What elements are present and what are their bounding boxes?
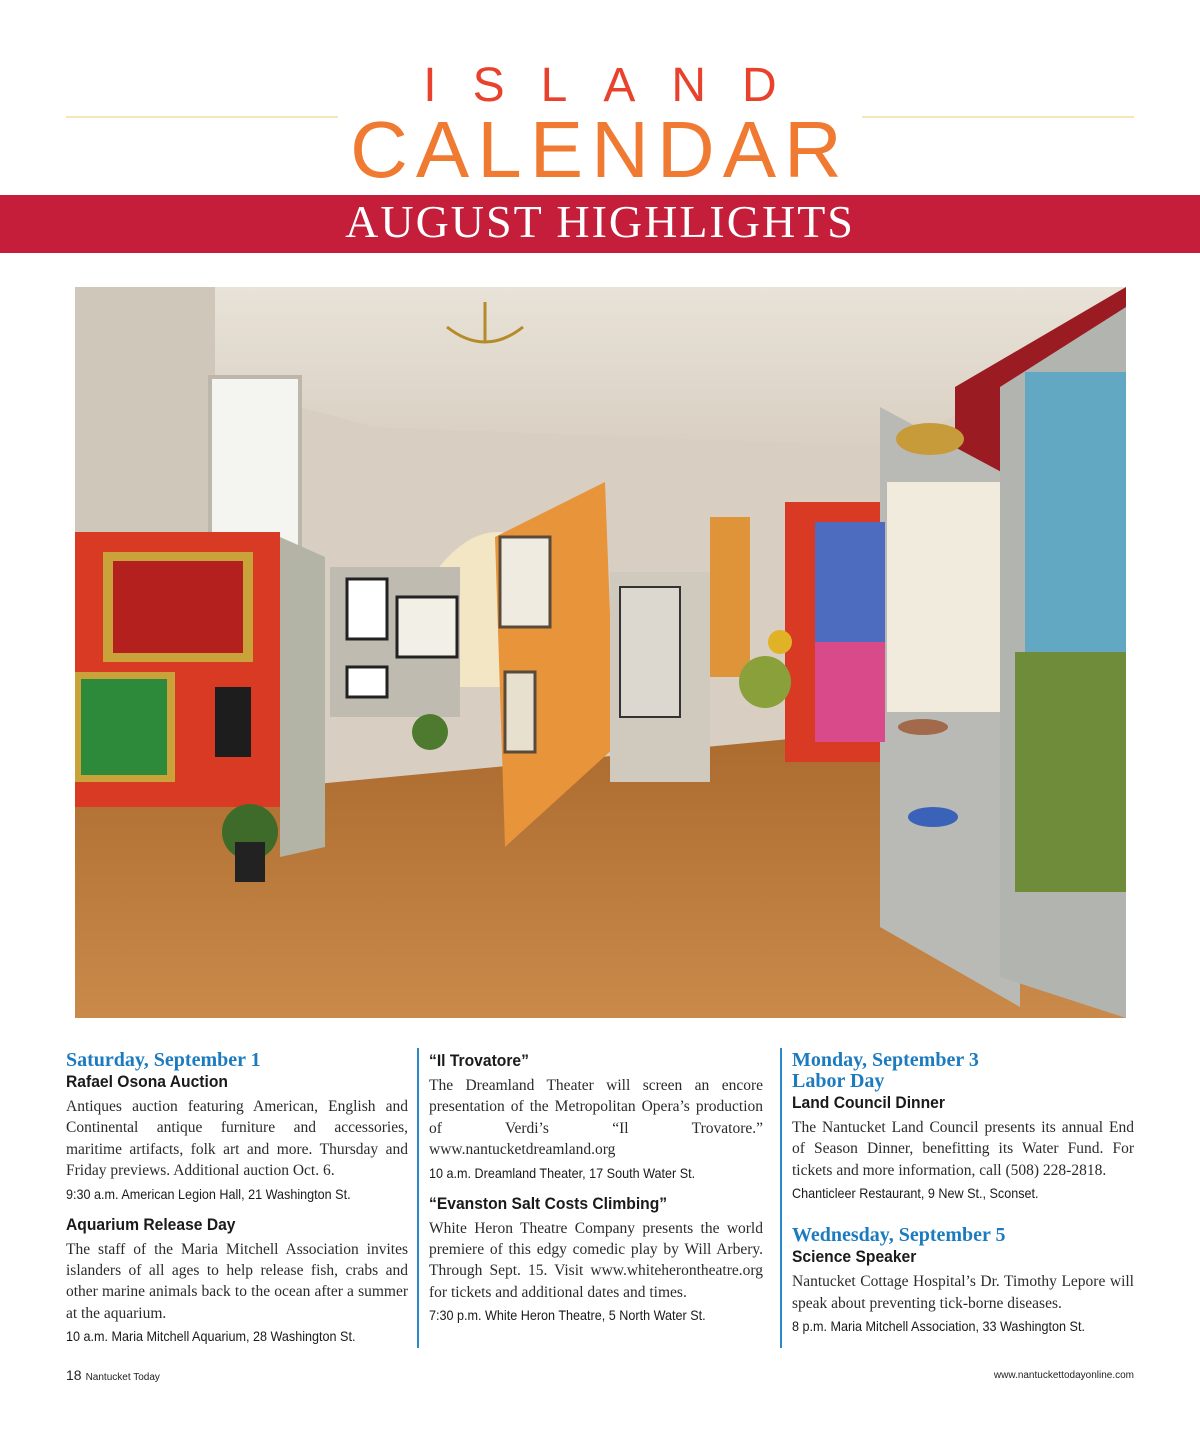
- event-time-location: 10 a.m. Dreamland Theater, 17 South Water St.: [429, 1164, 696, 1181]
- column-1: [66, 1050, 408, 1356]
- event-description: Nantucket Cottage Hospital’s Dr. Timothy Lepore will speak about preventing tick-borne diseases.: [792, 1273, 1134, 1312]
- column-divider-2: [780, 1048, 782, 1348]
- event-title: “Evanston Salt Costs Climbing”: [429, 1193, 668, 1213]
- event-date: Wednesday, September 5: [792, 1224, 1006, 1247]
- page-title: CALENDAR: [350, 105, 850, 194]
- kicker-island: ISLAND: [423, 59, 813, 112]
- gallery-photo: [75, 287, 1126, 1018]
- footer-page-info: [66, 1367, 160, 1383]
- publication-name: Nantucket Today: [85, 1372, 160, 1383]
- event-title: Land Council Dinner: [792, 1093, 945, 1112]
- event-date: Monday, September 3: [792, 1049, 979, 1071]
- event-time-location: 10 a.m. Maria Mitchell Aquarium, 28 Washington St.: [66, 1328, 356, 1345]
- column-3: [792, 1050, 1134, 1346]
- event-description: Antiques auction featuring American, English and Continental antique furniture and accessories, maritime artifacts, folk art and more. Thursday and Friday previews. Additional auction Oct. 6.: [66, 1098, 408, 1180]
- event-description: White Heron Theatre Company presents the world premiere of this edgy comedic play by Will Arbery. Through Sept. 15. Visit www.whiteherontheatre.org for tickets and additional dates and times.: [429, 1219, 763, 1301]
- event-time-location: 7:30 p.m. White Heron Theatre, 5 North Water St.: [429, 1307, 706, 1324]
- event-time-location: Chanticleer Restaurant, 9 New St., Sconset.: [792, 1185, 1039, 1202]
- event-holiday: Labor Day: [792, 1070, 885, 1092]
- footer-url: www.nantuckettodayonline.com: [993, 1370, 1134, 1381]
- event-title: Rafael Osona Auction: [66, 1072, 228, 1091]
- event-date: Saturday, September 1: [66, 1049, 261, 1071]
- event-description: The staff of the Maria Mitchell Association invites islanders of all ages to help release fish, crabs and other marine animals back to the ocean after a summer at the aquarium.: [66, 1240, 408, 1322]
- event-title: Science Speaker: [792, 1247, 917, 1267]
- event-title: Aquarium Release Day: [66, 1214, 236, 1234]
- event-description: The Nantucket Land Council presents its annual End of Season Dinner, benefitting its Water Fund. For tickets and more information, call (508) 228-2818.: [792, 1119, 1134, 1179]
- column-2: [429, 1050, 763, 1335]
- event-description: The Dreamland Theater will screen an encore presentation of the Metropolitan Opera’s production of Verdi’s “Il Trovatore.” www.nantucketdreamland.org: [429, 1077, 763, 1159]
- section-banner: AUGUST HIGHLIGHTS: [0, 195, 1200, 253]
- event-time-location: 8 p.m. Maria Mitchell Association, 33 Washington St.: [792, 1318, 1085, 1335]
- event-time-location: 9:30 a.m. American Legion Hall, 21 Washington St.: [66, 1185, 351, 1202]
- column-divider-1: [417, 1048, 419, 1348]
- event-title: “Il Trovatore”: [429, 1051, 529, 1070]
- page-number: 18: [66, 1367, 82, 1383]
